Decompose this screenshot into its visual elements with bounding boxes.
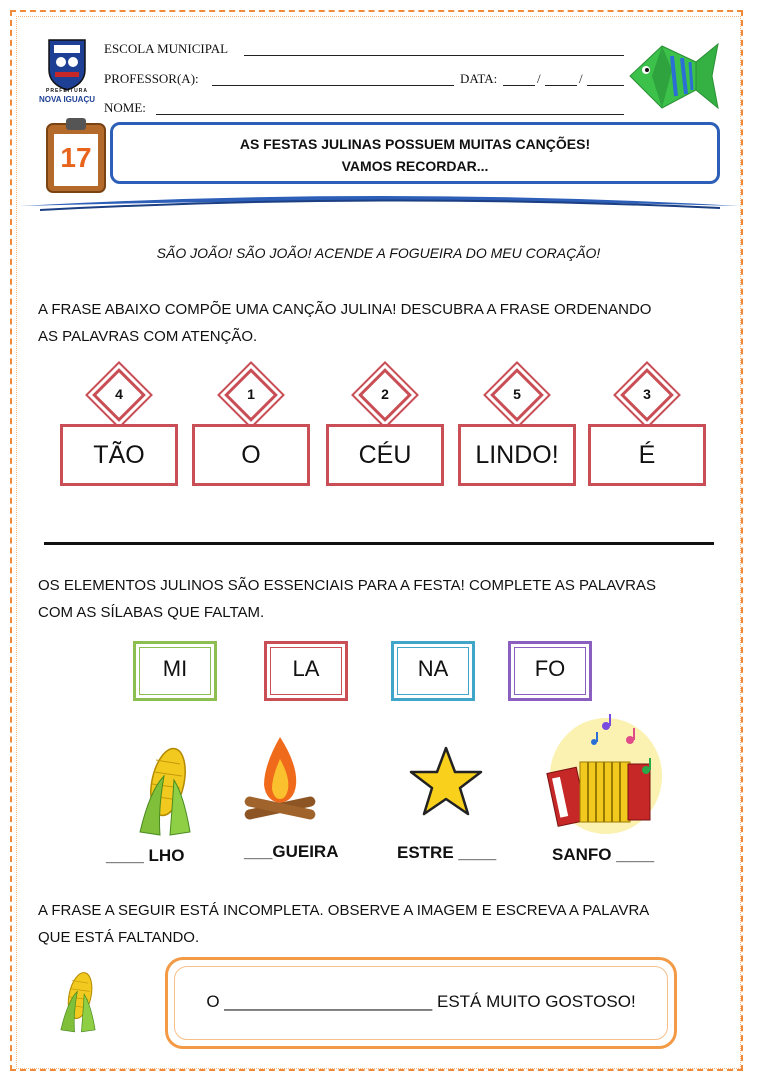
syllable-box: MI xyxy=(133,641,217,701)
title-banner xyxy=(110,122,720,184)
item-label-star: ESTRE ____ xyxy=(397,843,497,862)
item-label-bonfire: ___GUEIRA xyxy=(244,842,339,861)
name-field[interactable] xyxy=(156,114,624,115)
fish-icon xyxy=(622,40,722,117)
banner-swoosh xyxy=(20,184,740,214)
exercise3-instruction-1: A FRASE A SEGUIR ESTÁ INCOMPLETA. OBSERVE A IMAGEM E ESCREVA A PALAVRA xyxy=(38,902,650,919)
word-box: O xyxy=(192,424,310,486)
activity-number: 17 xyxy=(60,142,92,173)
accordion-icon xyxy=(546,712,662,841)
syllable-box: LA xyxy=(264,641,348,701)
item-label-accordion: SANFO ____ xyxy=(552,845,655,864)
syllable-box: NA xyxy=(391,641,475,701)
school-label: ESCOLA MUNICIPAL xyxy=(104,41,229,56)
logo-text-bottom: NOVA IGUAÇU xyxy=(39,95,95,104)
word-box: LINDO! xyxy=(458,424,576,486)
word-box: É xyxy=(588,424,706,486)
logo-text-top: PREFEITURA xyxy=(46,88,88,94)
activity-badge xyxy=(44,116,108,194)
item-label-corn: ____ LHO xyxy=(106,846,185,865)
star-icon xyxy=(408,744,484,825)
corn-icon xyxy=(130,740,200,845)
teacher-label: PROFESSOR(A): xyxy=(104,71,199,86)
date-year-field[interactable] xyxy=(587,85,624,86)
order-number: 2 xyxy=(381,386,389,402)
banner-line-2: VAMOS RECORDAR... xyxy=(341,158,489,174)
banner-line-1: AS FESTAS JULINAS POSSUEM MUITAS CANÇÕES! xyxy=(239,136,591,152)
sentence-text[interactable]: O ______________________ ESTÁ MUITO GOSTOSO! xyxy=(206,992,636,1011)
order-number: 3 xyxy=(643,386,651,402)
syllable-box: FO xyxy=(508,641,592,701)
order-number: 5 xyxy=(513,386,521,402)
city-logo xyxy=(37,38,97,110)
exercise1-instruction-1: A FRASE ABAIXO COMPÕE UMA CANÇÃO JULINA! DESCUBRA A FRASE ORDENANDO xyxy=(38,301,652,318)
exercise3-instruction-2: QUE ESTÁ FALTANDO. xyxy=(38,929,200,946)
word-box: CÉU xyxy=(326,424,444,486)
date-slash-1: / xyxy=(537,71,541,86)
exercise2-instruction-1: OS ELEMENTOS JULINOS SÃO ESSENCIAIS PARA A FESTA! COMPLETE AS PALAVRAS xyxy=(38,577,656,594)
order-number: 1 xyxy=(247,386,255,402)
sentence-box xyxy=(165,957,677,1049)
school-field[interactable] xyxy=(244,55,624,56)
bonfire-icon xyxy=(240,735,320,828)
word-box: TÃO xyxy=(60,424,178,486)
date-slash-2: / xyxy=(579,71,583,86)
name-label: NOME: xyxy=(104,100,146,115)
date-month-field[interactable] xyxy=(545,85,577,86)
order-number: 4 xyxy=(115,386,123,402)
corn-small-icon xyxy=(54,966,102,1041)
answer-line[interactable] xyxy=(44,542,714,545)
date-day-field[interactable] xyxy=(503,85,535,86)
exercise2-instruction-2: COM AS SÍLABAS QUE FALTAM. xyxy=(38,604,265,621)
date-label: DATA: xyxy=(460,71,498,86)
teacher-field[interactable] xyxy=(212,85,454,86)
exercise1-instruction-2: AS PALAVRAS COM ATENÇÃO. xyxy=(38,328,258,345)
song-line: SÃO JOÃO! SÃO JOÃO! ACENDE A FOGUEIRA DO MEU CORAÇÃO! xyxy=(156,245,601,261)
